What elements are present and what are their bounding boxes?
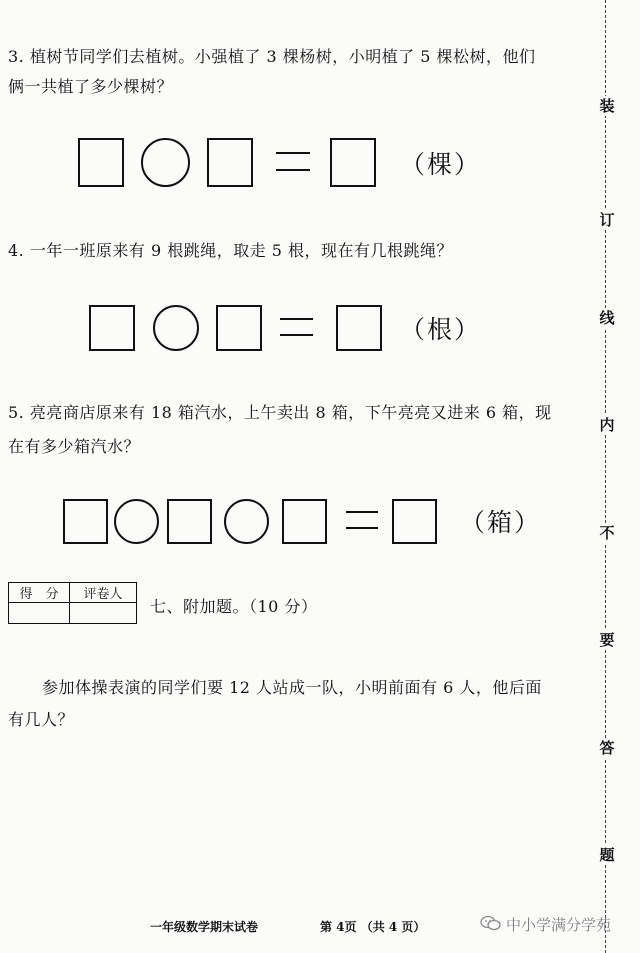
- answer-box[interactable]: [282, 499, 327, 544]
- operator-circle[interactable]: [224, 499, 269, 544]
- operator-circle[interactable]: [141, 138, 190, 187]
- operator-circle[interactable]: [153, 305, 199, 351]
- question-3-text-line1: 3. 植树节同学们去植树。小强植了 3 棵杨树，小明植了 5 棵松树，他们: [8, 47, 536, 66]
- unit-label: （根）: [400, 315, 482, 344]
- binding-char-8: 题: [596, 845, 618, 865]
- question-4-text: 4. 一年一班原来有 9 根跳绳，取走 5 根，现在有几根跳绳？: [8, 241, 454, 260]
- question-3-text-line2: 俩一共植了多少棵树？: [8, 77, 174, 96]
- bonus-problem-line1: 参加体操表演的同学们要 12 人站成一队，小明前面有 6 人，他后面: [42, 678, 542, 697]
- result-box[interactable]: [392, 499, 437, 544]
- question-5-text-line1: 5. 亮亮商店原来有 18 箱汽水，上午卖出 8 箱，下午亮亮又进来 6 箱，现: [8, 403, 552, 422]
- answer-box[interactable]: [63, 499, 108, 544]
- operator-circle[interactable]: [114, 499, 159, 544]
- bonus-problem-line2: 有几人？: [8, 710, 75, 729]
- unit-label: （箱）: [460, 508, 542, 537]
- result-box[interactable]: [330, 138, 376, 187]
- binding-char-6: 要: [596, 630, 618, 650]
- section-seven-title: 七、附加题。（10 分）: [150, 597, 318, 616]
- footer-exam-name: 一年级数学期末试卷: [150, 920, 259, 934]
- answer-box[interactable]: [89, 305, 135, 351]
- watermark-text: 中小学满分学苑: [506, 916, 612, 934]
- footer-page-info: 第 4页 （共 4 页）: [320, 920, 426, 934]
- answer-box[interactable]: [78, 138, 124, 187]
- grader-header: 评卷人: [70, 583, 137, 603]
- binding-char-2: 订: [596, 210, 618, 230]
- binding-char-4: 内: [596, 415, 618, 435]
- grader-cell[interactable]: [70, 603, 137, 624]
- question-5-text-line2: 在有多少箱汽水？: [8, 437, 141, 456]
- answer-box[interactable]: [207, 138, 253, 187]
- binding-char-1: 装: [596, 96, 618, 116]
- result-box[interactable]: [336, 305, 382, 351]
- binding-char-7: 答: [596, 738, 618, 758]
- score-cell[interactable]: [9, 603, 70, 624]
- unit-label: （棵）: [400, 150, 482, 179]
- binding-char-3: 线: [596, 308, 618, 328]
- score-header: 得 分: [9, 583, 70, 603]
- equals-sign: [276, 152, 310, 171]
- binding-char-5: 不: [596, 523, 618, 543]
- answer-box[interactable]: [216, 305, 262, 351]
- equals-sign: [346, 511, 378, 529]
- answer-box[interactable]: [167, 499, 212, 544]
- wechat-icon: [480, 915, 502, 931]
- binding-line: [605, 0, 606, 953]
- score-table: [8, 582, 137, 624]
- equals-sign: [280, 318, 313, 336]
